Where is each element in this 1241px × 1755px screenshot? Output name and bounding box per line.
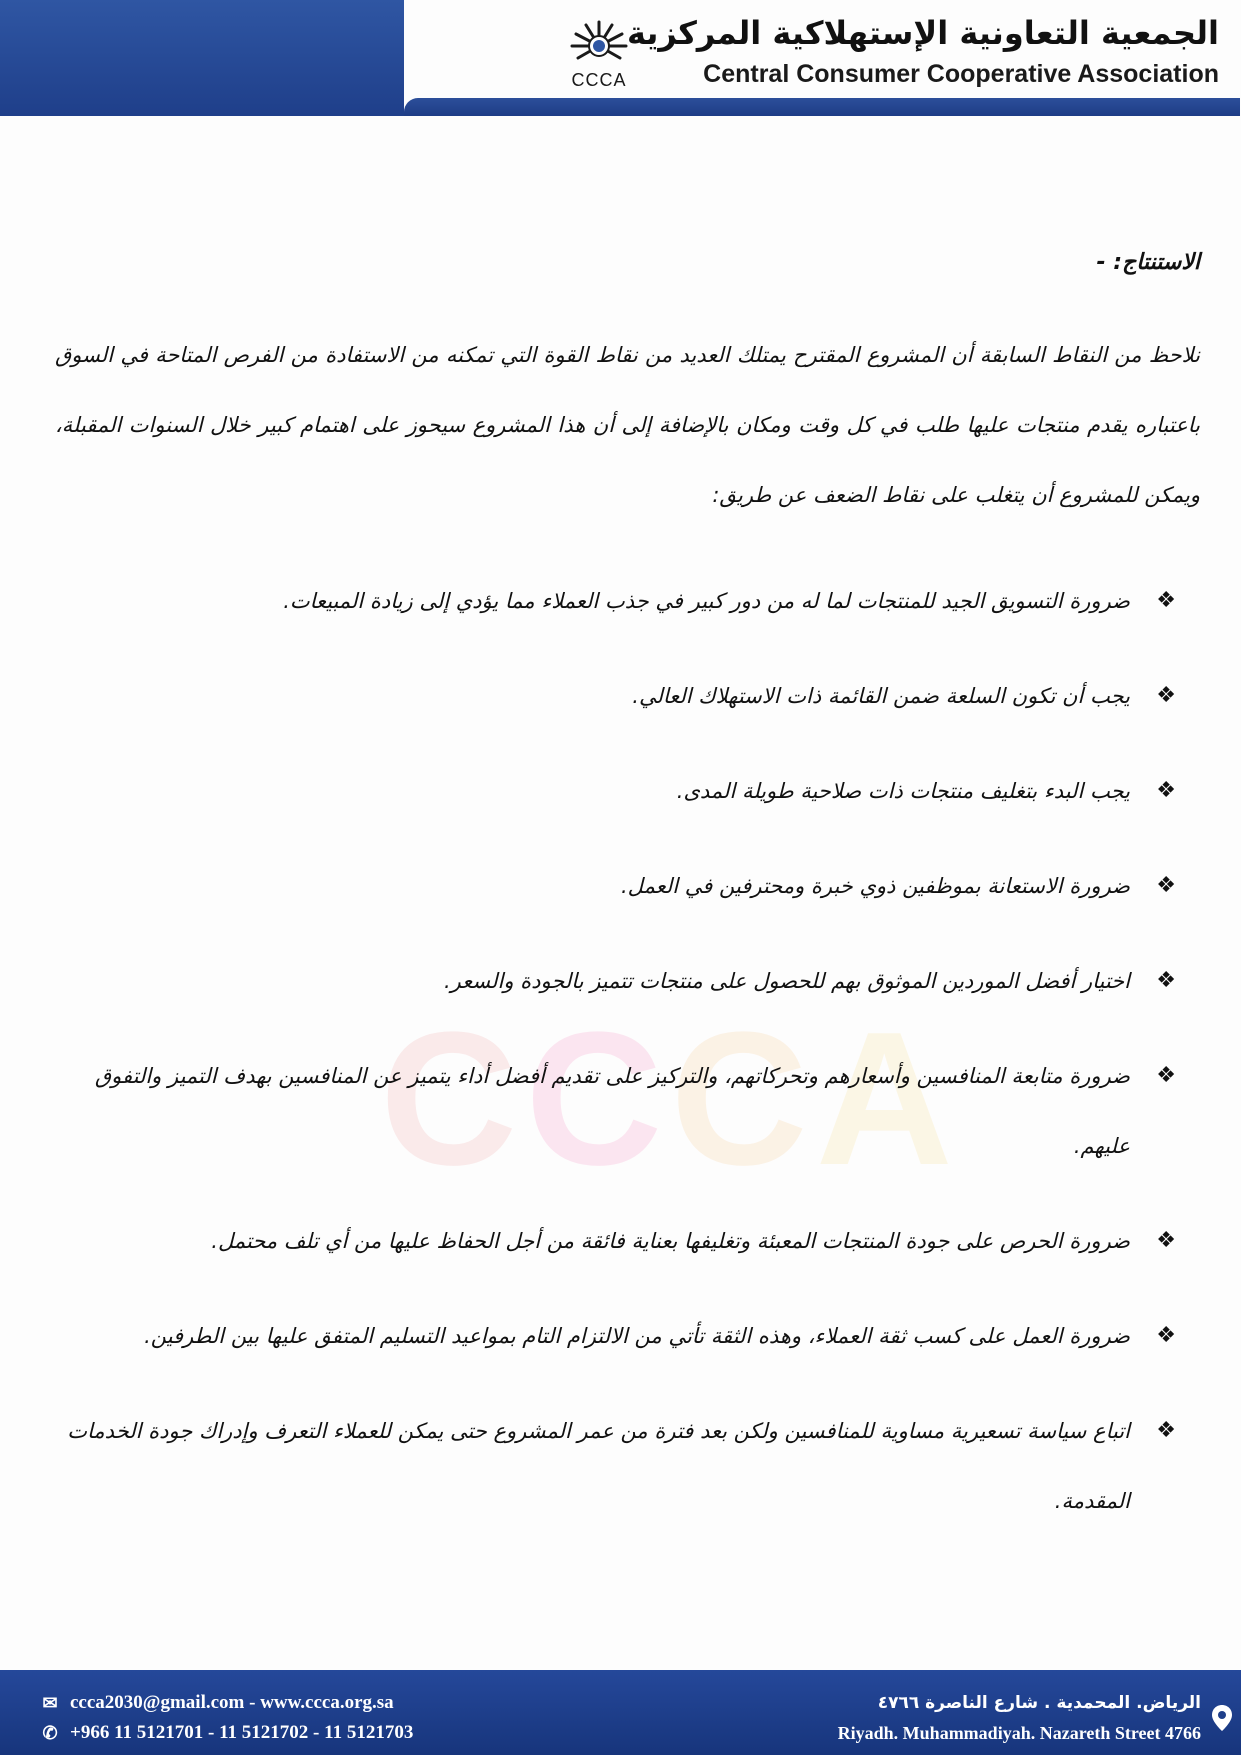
address-english: Riyadh. Muhammadiyah. Nazareth Street 4766 xyxy=(837,1723,1201,1743)
diamond-bullet-icon: ❖ xyxy=(1156,683,1176,708)
list-item: ❖ ضرورة التسويق الجيد للمنتجات لما له من دور كبير في جذب العملاء مما يؤدي إلى زيادة المبيعات. xyxy=(55,566,1130,636)
ccca-logo xyxy=(564,18,634,98)
phone-icon: ✆ xyxy=(42,1723,58,1743)
list-item: ❖ ضرورة الحرص على جودة المنتجات المعبئة وتغليفها بعناية فائقة من أجل الحفاظ عليها من أي تلف محتمل. xyxy=(55,1206,1130,1276)
brand-block xyxy=(519,14,1219,94)
list-item: ❖ اختيار أفضل الموردين الموثوق بهم للحصول على منتجات تتميز بالجودة والسعر. xyxy=(55,946,1130,1016)
footer xyxy=(0,1670,1241,1755)
organization-name-english: Central Consumer Cooperative Association xyxy=(703,60,1219,88)
diamond-bullet-icon: ❖ xyxy=(1156,778,1176,803)
diamond-bullet-icon: ❖ xyxy=(1156,873,1176,898)
list-item: ❖ ضرورة متابعة المنافسين وأسعارهم وتحركاتهم، والتركيز على تقديم أفضل أداء يتميز عن المنافسين بهدف التميز والتفوق عليهم. xyxy=(55,1041,1130,1181)
diamond-bullet-icon: ❖ xyxy=(1156,1228,1176,1253)
email-website: ccca2030@gmail.com - www.ccca.org.sa xyxy=(70,1692,394,1713)
phone-numbers: +966 11 5121701 - 11 5121702 - 11 5121703 xyxy=(70,1722,414,1743)
header-band-left xyxy=(0,0,404,116)
footer-contact xyxy=(40,1688,413,1748)
watermark: CCCA xyxy=(380,993,961,1205)
address-arabic: الرياض. المحمدية . شارع الناصرة ٤٧٦٦ xyxy=(877,1693,1201,1713)
location-pin-icon xyxy=(1211,1704,1233,1732)
header-underline xyxy=(404,98,1240,116)
envelope-icon: ✉ xyxy=(42,1693,58,1713)
list-item: ❖ ضرورة العمل على كسب ثقة العملاء، وهذه الثقة تأتي من الالتزام التام بمواعيد التسليم المتفق عليها بين الطرفين. xyxy=(55,1301,1130,1371)
sunburst-logo-icon xyxy=(564,18,634,70)
conclusion-heading: الاستنتاج: - xyxy=(1096,250,1200,275)
diamond-bullet-icon: ❖ xyxy=(1156,968,1176,993)
diamond-bullet-icon: ❖ xyxy=(1156,588,1176,613)
list-item: ❖ ضرورة الاستعانة بموظفين ذوي خبرة ومحترفين في العمل. xyxy=(55,851,1130,921)
footer-address xyxy=(838,1688,1201,1748)
logo-text: CCCA xyxy=(571,70,627,90)
organization-name-arabic: الجمعية التعاونية الإستهلاكية المركزية xyxy=(626,14,1219,52)
diamond-bullet-icon: ❖ xyxy=(1156,1418,1176,1443)
diamond-bullet-icon: ❖ xyxy=(1156,1063,1176,1088)
intro-paragraph: نلاحظ من النقاط السابقة أن المشروع المقترح يمتلك العديد من نقاط القوة التي تمكنه من الاستفادة من الفرص المتاحة في السوق باعتباره يقدم منتجات عليها طلب في كل وقت ومكان بالإضافة إلى أن هذا المشروع سيحوز على اهتمام كبير خلال السنوات المقبلة، ويمكن للمشروع أن يتغلب على نقاط الضعف عن طريق: xyxy=(55,343,1200,507)
bullet-list xyxy=(55,566,1200,1536)
list-item: ❖ يجب أن تكون السلعة ضمن القائمة ذات الاستهلاك العالي. xyxy=(55,661,1130,731)
list-item: ❖ يجب البدء بتغليف منتجات ذات صلاحية طويلة المدى. xyxy=(55,756,1130,826)
document-body xyxy=(55,250,1200,1561)
list-item: ❖ اتباع سياسة تسعيرية مساوية للمنافسين ولكن بعد فترة من عمر المشروع حتى يمكن للعملاء التعرف وإدراك جودة الخدمات المقدمة. xyxy=(55,1396,1130,1536)
diamond-bullet-icon: ❖ xyxy=(1156,1323,1176,1348)
